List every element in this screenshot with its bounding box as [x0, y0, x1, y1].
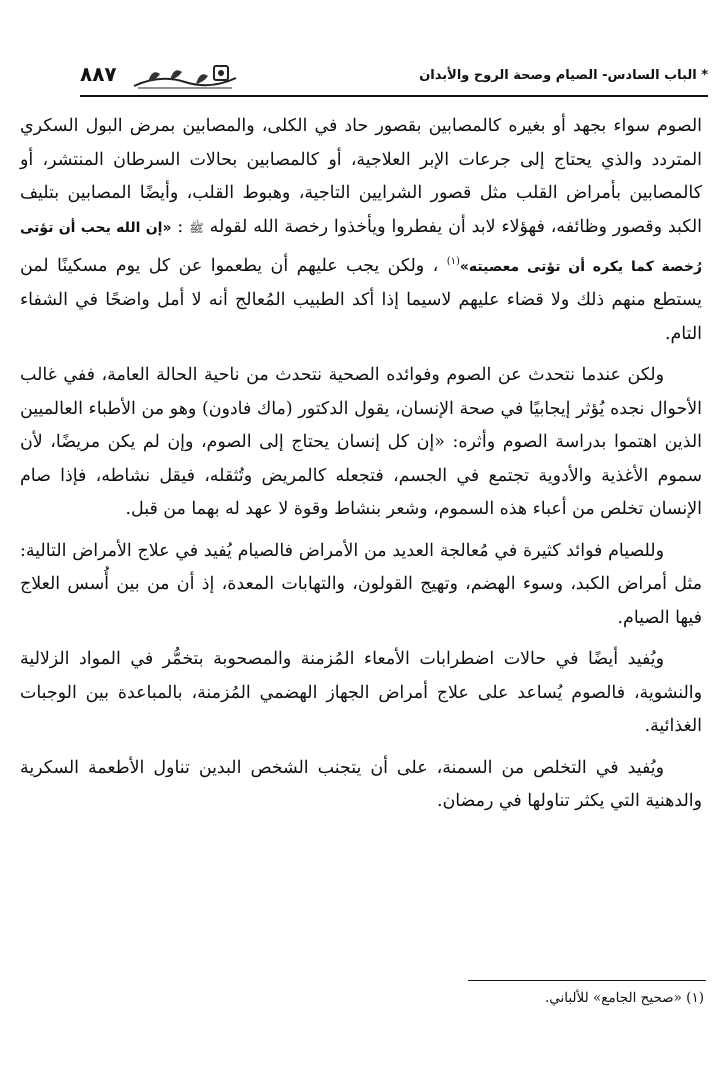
- body-text: [20, 110, 702, 827]
- page-number: ٨٨٧: [80, 62, 117, 86]
- header-divider: [80, 95, 708, 97]
- footnote: (١) «صحيح الجامع» للألباني.: [544, 990, 704, 1006]
- paragraph-2: ولكن عندما نتحدث عن الصوم وفوائده الصحية نتحدث من ناحية الحالة العامة، ففي غالب الأحوال نجده يُؤثر إيجابيًا في صحة الإنسان، يقول الدكتور (ماك فادون) وهو من الأطباء العالميين الذين اهتموا بدراسة الصوم وأثره: «إن كل إنسان يحتاج إلى الصوم، وإن لم يكن مريضًا، لأن سموم الأغذية والأدوية تجتمع في الجسم، فتجعله كالمريض وتُثقله، فيقل نشاطه، فإذا صام الإنسان تخلص من أعباء هذه السموم، وشعر بنشاط وقوة لا عهد له بهما من قبل.: [20, 365, 702, 520]
- paragraph-3: وللصيام فوائد كثيرة في مُعالجة العديد من الأمراض فالصيام يُفيد في علاج الأمراض التالية: مثل أمراض الكبد، وسوء الهضم، وتهيج القولون، والتهابات المعدة، إذ أن من بين أُسس العلاج فيها الصيام.: [20, 540, 702, 628]
- paragraph-5: ويُفيد في التخلص من السمنة، على أن يتجنب الشخص البدين تناول الأطعمة السكرية والدهنية التي يكثر تناولها في رمضان.: [20, 757, 702, 812]
- footnote-reference: (١): [446, 256, 460, 267]
- footnote-divider: [468, 980, 706, 981]
- paragraph-4: ويُفيد أيضًا في حالات اضطرابات الأمعاء المُزمنة والمصحوبة بتخمُّر في المواد الزلالية والنشوية، فالصوم يُساعد على علاج أمراض الجهاز الهضمي المُزمنة، بالمباعدة بين الوجبات الغذائية.: [20, 649, 702, 737]
- floral-ornament-icon: [130, 60, 240, 92]
- salla-symbol: ﷺ: [189, 220, 204, 235]
- hadith-quote: «إن الله يحب أن تؤتى رُخصة كما يكره أن تؤتى معصيته»: [20, 219, 702, 275]
- page-header: [80, 56, 708, 96]
- paragraph-1: الصوم سواء بجهد أو بغيره كالمصابين بقصور حاد في الكلى، والمصابين بمرض البول السكري المتردد والذي يحتاج إلى جرعات الإبر العلاجية، أو كالمصابين بحالات السرطان المنتشر، أو كالمصابين بأمراض القلب مثل قصور الشرايين التاجية، وهبوط القلب، وأيضًا المصابين بتليف الكبد وقصور وظائفه، فهؤلاء لابد أن يفطروا ويأخذوا رخصة الله لقوله ﷺ : «إن الله يحب أن تؤتى رُخصة كما يكره أن تؤتى معصيته»$^{(١)}$ ، ولكن يجب عليهم أن يطعموا عن كل يوم مسكينًا لمن يستطع منهم ذلك ولا قضاء عليهم لاسيما إذا أكد الطبيب المُعالج أنه لا أمل واضحًا في الشفاء التام.: [20, 116, 703, 344]
- chapter-title: * الباب السادس- الصيام وصحة الروح والأبدان: [419, 68, 708, 83]
